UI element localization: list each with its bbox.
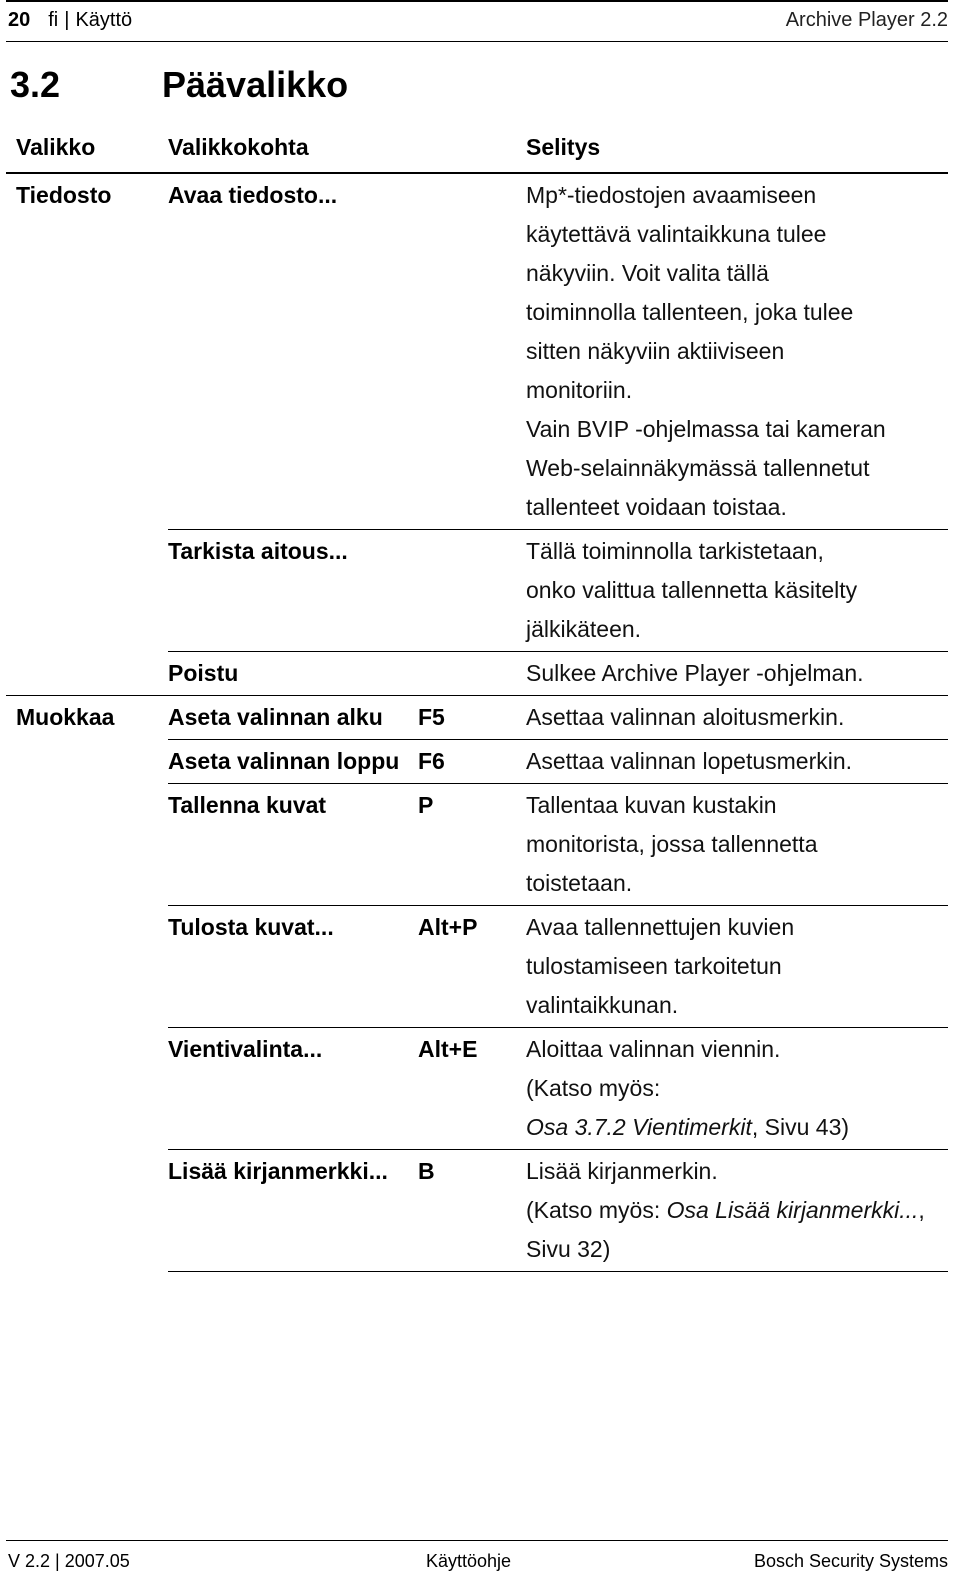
- col-header-shortcut: [418, 128, 526, 173]
- table-row: [6, 740, 948, 784]
- description-cell: [526, 740, 948, 784]
- cross-reference-section: Osa 3.7.2 Vientimerkit: [526, 1114, 752, 1140]
- description-line: toistetaan.: [526, 870, 633, 896]
- item-cell: Tarkista aitous...: [168, 530, 418, 652]
- table-row: [6, 530, 948, 652]
- description-line: jälkikäteen.: [526, 616, 642, 642]
- description-line: Mp*-tiedostojen avaamiseen: [526, 182, 817, 208]
- header-left: [8, 9, 132, 32]
- shortcut-cell: B: [418, 1150, 526, 1272]
- item-cell: Aseta valinnan alku: [168, 696, 418, 740]
- cross-reference-section: Osa Lisää kirjanmerkki...: [666, 1197, 919, 1223]
- shortcut-cell: Alt+E: [418, 1028, 526, 1150]
- description-line: tallenteet voidaan toistaa.: [526, 494, 787, 520]
- menu-cell: [6, 1150, 168, 1272]
- shortcut-cell: F6: [418, 740, 526, 784]
- menu-cell: Muokkaa: [16, 704, 115, 730]
- description-line: näkyviin. Voit valita tällä: [526, 260, 769, 286]
- description-line: valintaikkunan.: [526, 992, 679, 1018]
- item-cell: Vientivalinta...: [168, 1028, 418, 1150]
- description-line: Aloittaa valinnan viennin.: [526, 1036, 781, 1062]
- table-row: [6, 1028, 948, 1150]
- table-row: [6, 1150, 948, 1272]
- section-title: [10, 64, 348, 106]
- cross-reference-prefix: (Katso myös:: [526, 1197, 667, 1223]
- shortcut-cell: [418, 652, 526, 696]
- item-cell: Aseta valinnan loppu: [168, 740, 418, 784]
- col-header-menu: Valikko: [6, 128, 168, 173]
- footer-version-number: V 2.2: [8, 1551, 51, 1571]
- description-line: Asettaa valinnan aloitusmerkin.: [526, 704, 845, 730]
- page-footer: [6, 1540, 948, 1582]
- description-cell: [526, 1150, 948, 1272]
- page-header: [6, 0, 948, 42]
- header-separator: |: [64, 9, 70, 31]
- description-line: Sulkee Archive Player -ohjelman.: [526, 660, 864, 686]
- header-section: Käyttö: [75, 9, 133, 31]
- table-header-row: [6, 128, 948, 173]
- description-line: sitten näkyviin aktiiviseen: [526, 338, 785, 364]
- header-lang: fi: [48, 9, 59, 31]
- cross-reference-page: , Sivu 43): [751, 1114, 850, 1140]
- description-line: käytettävä valintaikkuna tulee: [526, 221, 827, 247]
- menu-cell: Tiedosto: [16, 182, 112, 208]
- cross-reference-page: , Sivu 32): [526, 1197, 925, 1262]
- description-line: monitoriin.: [526, 377, 633, 403]
- description-line: onko valittua tallennetta käsitelty: [526, 577, 858, 603]
- menu-cell: [6, 740, 168, 784]
- description-cell: [526, 652, 948, 696]
- menu-cell: [6, 906, 168, 1028]
- item-cell: Lisää kirjanmerkki...: [168, 1150, 418, 1272]
- description-cell: [526, 1028, 948, 1150]
- item-cell: Tallenna kuvat: [168, 784, 418, 906]
- description-line: Tallentaa kuvan kustakin: [526, 792, 777, 818]
- footer-company: Bosch Security Systems: [753, 1551, 948, 1571]
- item-cell: Poistu: [168, 652, 418, 696]
- description-line: Avaa tallennettujen kuvien: [526, 914, 795, 940]
- footer-doc-type: Käyttöohje: [426, 1551, 512, 1571]
- section-name: Päävalikko: [162, 64, 349, 105]
- description-cell: [526, 173, 948, 530]
- main-menu-table: [6, 128, 948, 1272]
- shortcut-cell: [418, 173, 526, 530]
- section-number: 3.2: [10, 64, 61, 105]
- item-cell: Avaa tiedosto...: [168, 173, 418, 530]
- shortcut-cell: Alt+P: [418, 906, 526, 1028]
- description-line: Vain BVIP -ohjelmassa tai kameran: [526, 416, 886, 442]
- description-line: toiminnolla tallenteen, joka tulee: [526, 299, 854, 325]
- description-line: (Katso myös:: [526, 1075, 661, 1101]
- table-row: [6, 696, 948, 740]
- description-line: Web-selainnäkymässä tallennetut: [526, 455, 870, 481]
- description-line: monitorista, jossa tallennetta: [526, 831, 818, 857]
- description-line: Tällä toiminnolla tarkistetaan,: [526, 538, 824, 564]
- footer-date: 2007.05: [64, 1551, 130, 1571]
- description-line: tulostamiseen tarkoitetun: [526, 953, 782, 979]
- header-product: Archive Player 2.2: [785, 9, 948, 31]
- description-cell: [526, 696, 948, 740]
- description-line: Asettaa valinnan lopetusmerkin.: [526, 748, 853, 774]
- page-number: 20: [8, 9, 31, 31]
- table-row: [6, 906, 948, 1028]
- description-line: Lisää kirjanmerkin.: [526, 1158, 718, 1184]
- menu-cell: [6, 1028, 168, 1150]
- menu-cell: [6, 784, 168, 906]
- col-header-description: Selitys: [526, 128, 948, 173]
- description-cell: [526, 530, 948, 652]
- table-row: [6, 173, 948, 530]
- shortcut-cell: [418, 530, 526, 652]
- shortcut-cell: P: [418, 784, 526, 906]
- menu-cell: [6, 530, 168, 652]
- cross-reference: [526, 1108, 948, 1147]
- col-header-item: Valikkokohta: [168, 128, 418, 173]
- table-row: [6, 784, 948, 906]
- shortcut-cell: F5: [418, 696, 526, 740]
- table-row: [6, 652, 948, 696]
- footer-version: V 2.2 | 2007.05: [8, 1551, 130, 1571]
- description-cell: [526, 906, 948, 1028]
- cross-reference: [526, 1191, 948, 1269]
- description-cell: [526, 784, 948, 906]
- menu-cell: [6, 652, 168, 696]
- item-cell: Tulosta kuvat...: [168, 906, 418, 1028]
